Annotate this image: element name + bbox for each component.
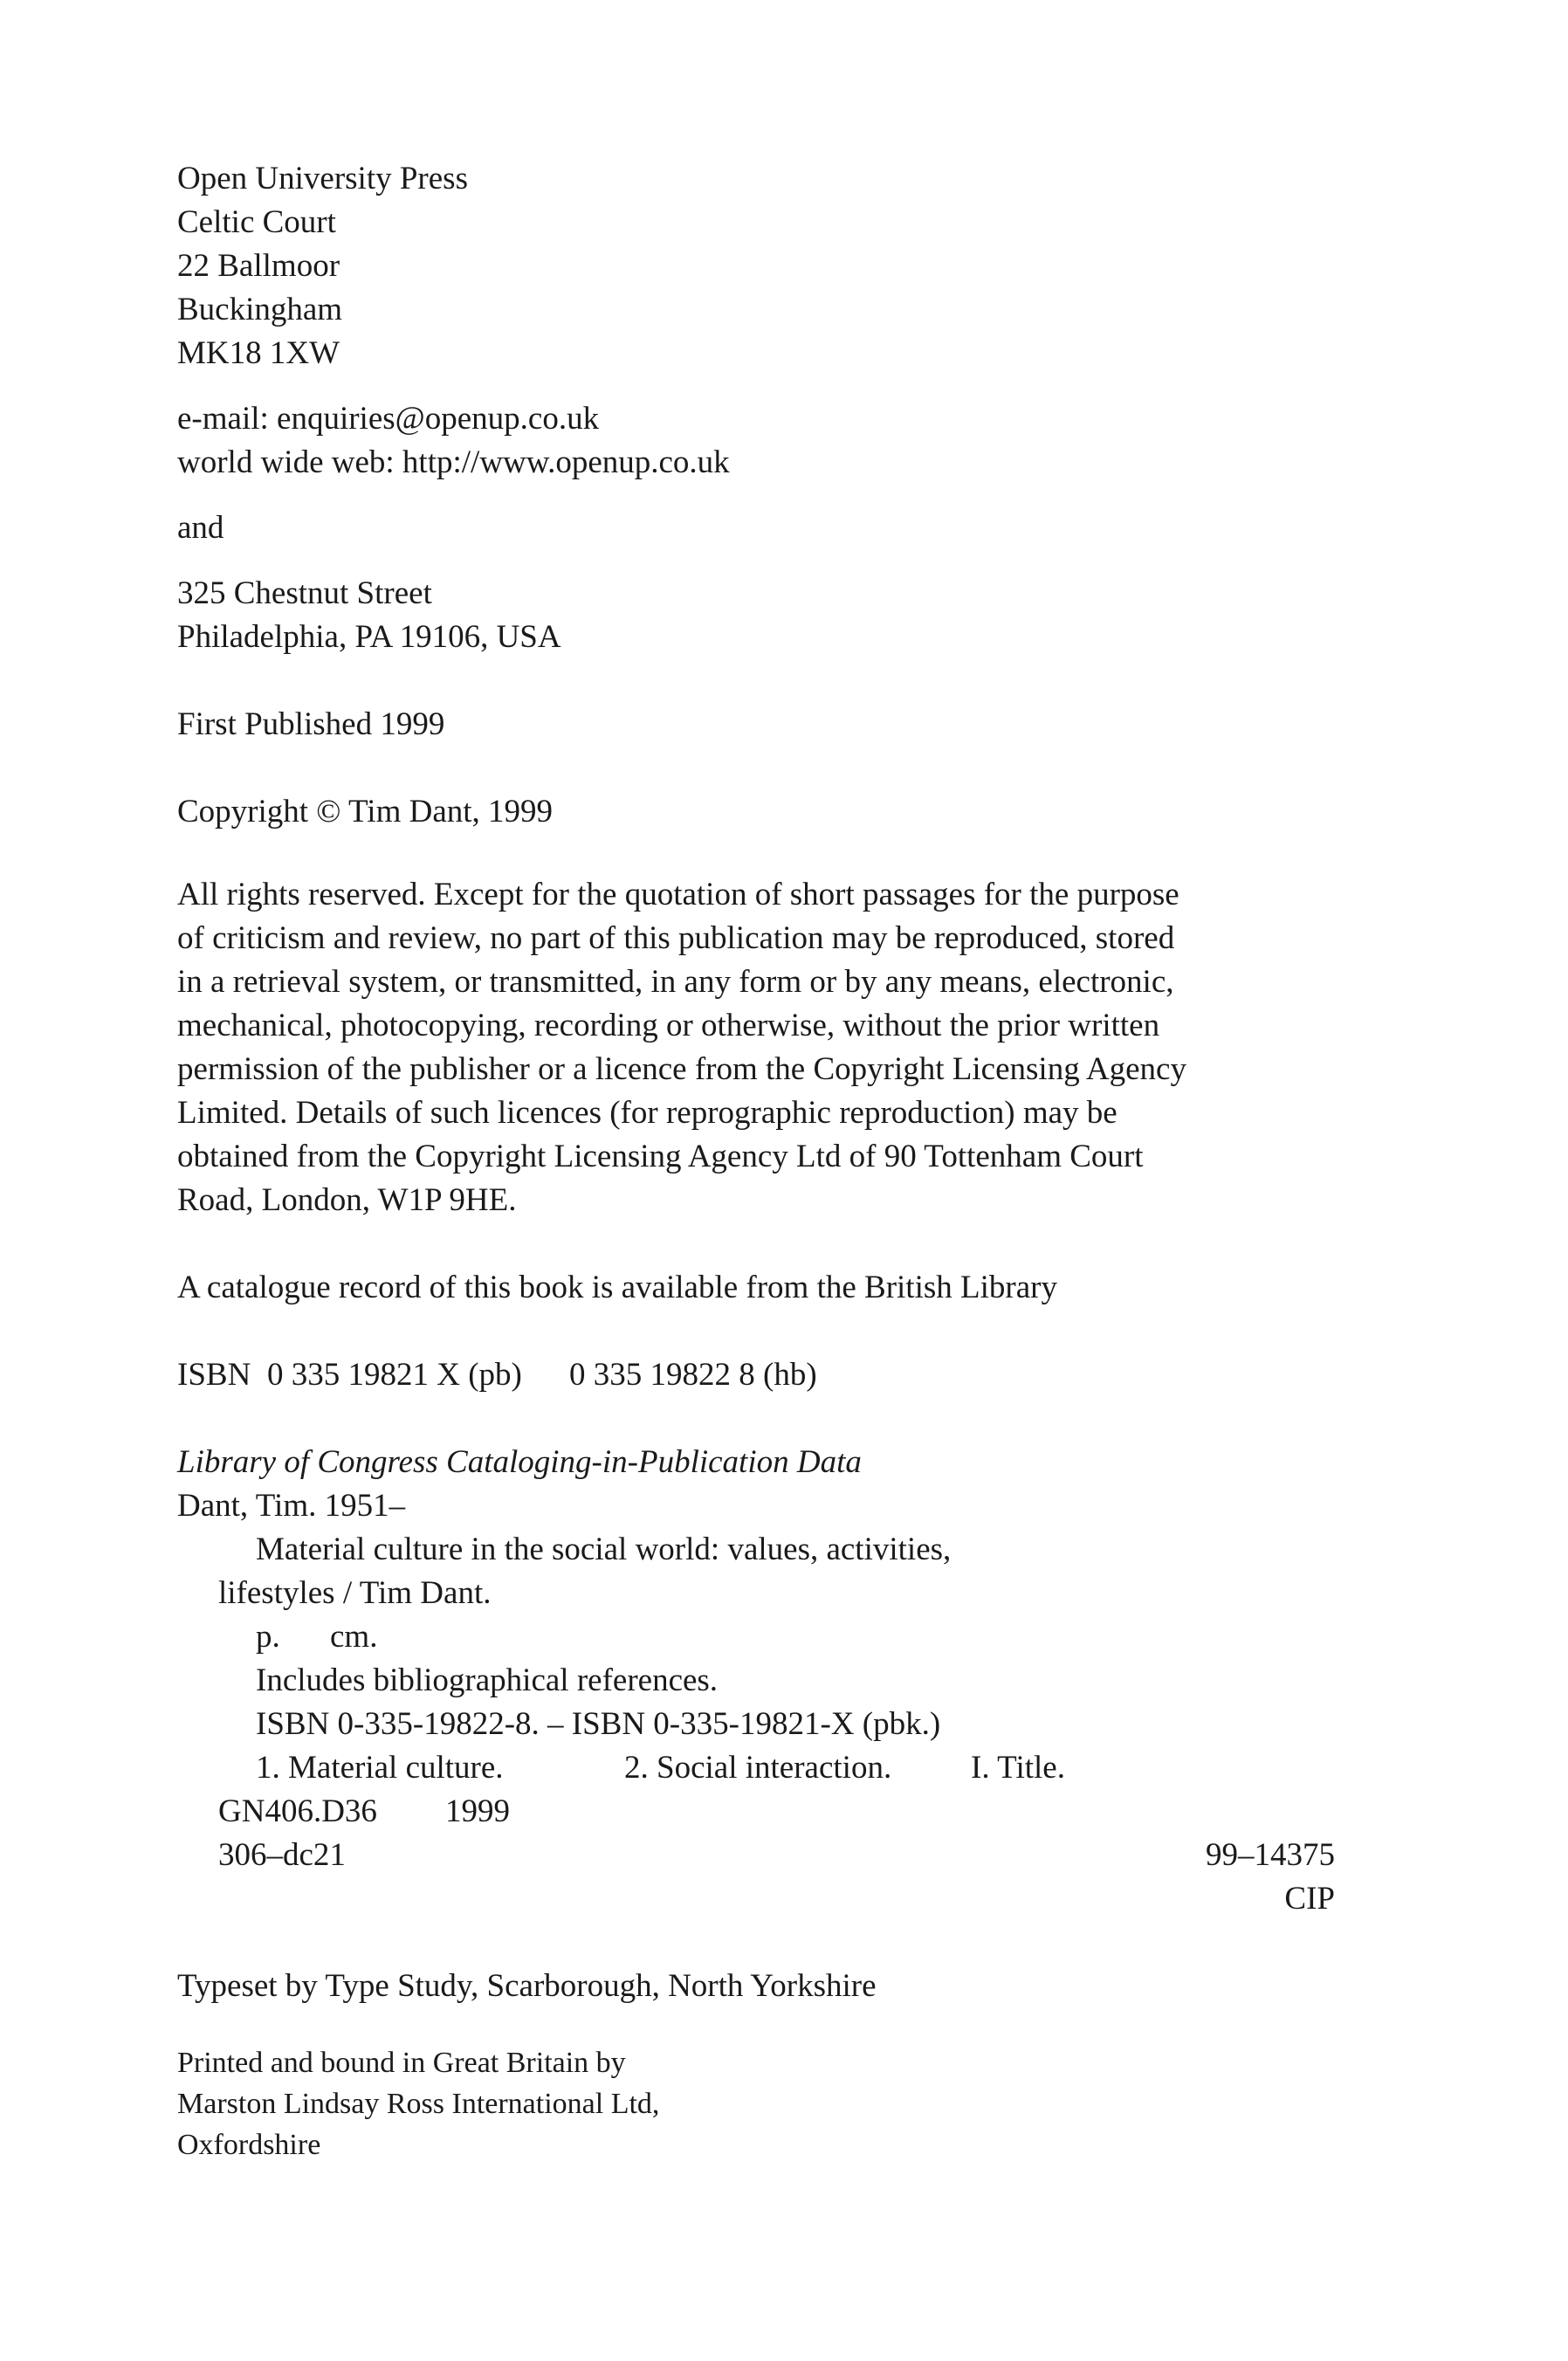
copyright-notice: Copyright © Tim Dant, 1999 (177, 794, 554, 829)
publisher-address-line: 22 Ballmoor (177, 248, 340, 284)
rights-line: mechanical, photocopying, recording or otherwise, without the prior written (177, 1008, 1160, 1043)
us-address-line: Philadelphia, PA 19106, USA (177, 619, 561, 655)
cip-bibliography: Includes bibliographical references. (256, 1662, 719, 1698)
cip-lccn: 99–14375 (1206, 1837, 1335, 1873)
cip-subject: 2. Social interaction. (624, 1750, 892, 1786)
us-address-line: 325 Chestnut Street (177, 575, 432, 611)
cip-isbns: ISBN 0-335-19822-8. – ISBN 0-335-19821-X (pbk.) (256, 1706, 941, 1742)
cip-dewey: 306–dc21 (218, 1837, 346, 1873)
publisher-address-line: Buckingham (177, 292, 343, 327)
cip-title-line: Material culture in the social world: values, activities, (256, 1532, 952, 1567)
rights-line: permission of the publisher or a licence from the Copyright Licensing Agency (177, 1051, 1186, 1087)
cip-label: CIP (1284, 1881, 1335, 1917)
cip-subject: I. Title. (971, 1750, 1065, 1786)
typeset-credit: Typeset by Type Study, Scarborough, North Yorkshire (177, 1968, 877, 2004)
cip-class-year: 1999 (445, 1793, 510, 1829)
cip-pages: p. (256, 1619, 280, 1655)
publisher-address-line: Open University Press (177, 161, 468, 196)
publisher-email: e-mail: enquiries@openup.co.uk (177, 401, 600, 437)
rights-line: of criticism and review, no part of this publication may be reproduced, stored (177, 920, 1175, 956)
catalogue-record: A catalogue record of this book is available from the British Library (177, 1270, 1057, 1305)
publisher-address-line: MK18 1XW (177, 335, 340, 371)
rights-line: All rights reserved. Except for the quotation of short passages for the purpose (177, 877, 1179, 912)
and-text: and (177, 510, 224, 546)
cip-heading: Library of Congress Cataloging-in-Publication Data (177, 1444, 862, 1480)
isbn-line (177, 1353, 817, 1397)
printer-line: Oxfordshire (177, 2129, 321, 2161)
rights-line: Road, London, W1P 9HE. (177, 1182, 517, 1218)
isbn-pb: 0 335 19821 X (pb) (267, 1357, 522, 1393)
cip-cm: cm. (330, 1619, 378, 1655)
cip-subjects (256, 1746, 1065, 1790)
printer-line: Marston Lindsay Ross International Ltd, (177, 2088, 660, 2120)
isbn-hb: 0 335 19822 8 (hb) (569, 1357, 817, 1393)
cip-author: Dant, Tim. 1951– (177, 1488, 406, 1524)
rights-line: Limited. Details of such licences (for reprographic reproduction) may be (177, 1095, 1118, 1131)
publisher-address-line: Celtic Court (177, 204, 336, 240)
cip-title-line: lifestyles / Tim Dant. (218, 1575, 492, 1611)
first-published: First Published 1999 (177, 706, 445, 742)
cip-classification (218, 1790, 510, 1834)
isbn-label: ISBN (177, 1357, 251, 1393)
cip-pagination (256, 1615, 377, 1659)
rights-line: in a retrieval system, or transmitted, in any form or by any means, electronic, (177, 964, 1174, 1000)
printer-line: Printed and bound in Great Britain by (177, 2047, 626, 2079)
cip-class-number: GN406.D36 (218, 1793, 377, 1829)
publisher-web: world wide web: http://www.openup.co.uk (177, 444, 730, 480)
cip-subject: 1. Material culture. (256, 1750, 504, 1786)
rights-line: obtained from the Copyright Licensing Agency Ltd of 90 Tottenham Court (177, 1139, 1144, 1174)
